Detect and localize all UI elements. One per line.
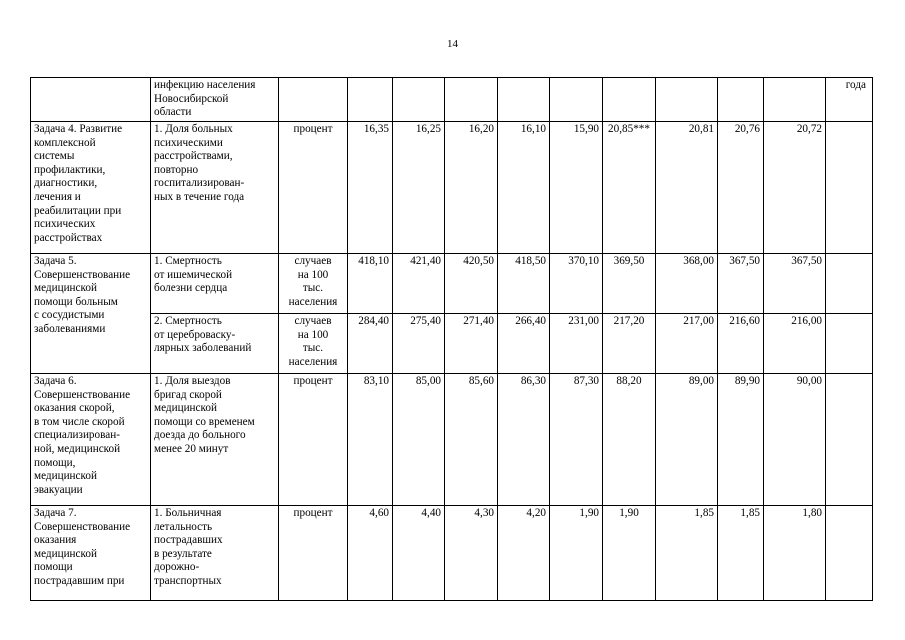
value-cell: 231,00 xyxy=(550,314,603,374)
cell-line: дорожно- xyxy=(154,561,200,574)
cell-line: лярных заболеваний xyxy=(154,342,252,355)
cell-line: помощи со временем xyxy=(154,415,255,428)
cell-line: помощи, xyxy=(34,456,76,469)
cell-line: диагностики, xyxy=(34,177,98,190)
value-cell: 15,90 xyxy=(550,122,603,254)
value-cell: 418,10 xyxy=(348,254,393,314)
task-cell xyxy=(31,122,151,254)
unit-cell xyxy=(279,314,348,374)
table-row xyxy=(31,78,873,122)
value-cell: 4,20 xyxy=(498,506,550,601)
value-cell xyxy=(656,78,718,122)
cell-line: процент xyxy=(293,507,333,519)
note-cell xyxy=(826,254,873,314)
cell-line: инфекцию населения xyxy=(154,79,256,91)
table-row xyxy=(31,314,873,374)
cell-line: эвакуации xyxy=(34,483,83,496)
value-cell: 20,81 xyxy=(656,122,718,254)
cell-line: летальность xyxy=(154,520,213,533)
value-cell xyxy=(764,78,826,122)
table-row xyxy=(31,374,873,506)
value-cell: 90,00 xyxy=(764,374,826,506)
page-number: 14 xyxy=(447,38,458,50)
cell-line: реабилитации при xyxy=(34,204,122,217)
cell-line: болезни сердца xyxy=(154,282,228,295)
value-cell xyxy=(348,78,393,122)
cell-line: ных в течение года xyxy=(154,190,245,203)
note-cell xyxy=(826,374,873,506)
indicator-cell xyxy=(151,314,279,374)
value-cell: 418,50 xyxy=(498,254,550,314)
cell-line: 2. Смертность xyxy=(154,315,222,327)
cell-line: расстройствах xyxy=(34,231,103,244)
cell-line: Задача 7. xyxy=(34,507,77,519)
value-cell: 20,76 xyxy=(718,122,764,254)
cell-line: заболеваниями xyxy=(34,322,106,335)
cell-line: тыс. xyxy=(302,342,324,355)
cell-line: процент xyxy=(293,375,333,387)
cell-line: 1. Доля больных xyxy=(154,123,233,135)
task-cell xyxy=(31,374,151,506)
value-cell: 216,00 xyxy=(764,314,826,374)
value-cell: 284,40 xyxy=(348,314,393,374)
cell-line: пострадавших xyxy=(154,534,223,547)
cell-line: случаев xyxy=(294,255,332,267)
cell-line: доезда до больного xyxy=(154,429,246,442)
value-cell: 16,25 xyxy=(393,122,445,254)
value-cell: 217,00 xyxy=(656,314,718,374)
cell-line: медицинской xyxy=(34,282,97,295)
cell-line: 1. Доля выездов xyxy=(154,375,231,387)
cell-line: Задача 4. Развитие xyxy=(34,123,123,135)
cell-line: медицинской xyxy=(34,470,97,483)
value-cell: 420,50 xyxy=(445,254,498,314)
note-cell xyxy=(826,506,873,601)
note-cell xyxy=(826,314,873,374)
value-cell: 16,10 xyxy=(498,122,550,254)
value-cell: 275,40 xyxy=(393,314,445,374)
value-cell xyxy=(718,78,764,122)
task-cell xyxy=(31,78,151,122)
value-cell: 367,50 xyxy=(764,254,826,314)
task-cell xyxy=(31,506,151,601)
value-cell xyxy=(603,78,656,122)
cell-line: тыс. xyxy=(302,282,324,295)
cell-line: оказания xyxy=(34,534,77,547)
value-cell: 88,20 xyxy=(603,374,656,506)
cell-line: госпитализирован- xyxy=(154,177,245,190)
cell-line: случаев xyxy=(294,315,332,327)
cell-line: области xyxy=(154,106,192,119)
value-cell: 86,30 xyxy=(498,374,550,506)
value-cell: 16,35 xyxy=(348,122,393,254)
cell-line: помощи больным xyxy=(34,295,118,308)
cell-line: ной, медицинской xyxy=(34,442,121,455)
cell-line: повторно xyxy=(154,163,199,176)
value-cell: 85,60 xyxy=(445,374,498,506)
value-cell xyxy=(393,78,445,122)
value-cell: 271,40 xyxy=(445,314,498,374)
indicator-cell xyxy=(151,374,279,506)
value-cell: 1,80 xyxy=(764,506,826,601)
cell-line: профилактики, xyxy=(34,163,106,176)
value-cell xyxy=(445,78,498,122)
cell-line: Совершенствование xyxy=(34,268,131,281)
unit-cell xyxy=(279,122,348,254)
value-cell: 89,00 xyxy=(656,374,718,506)
cell-line: оказания скорой, xyxy=(34,402,115,415)
note-cell: года xyxy=(826,78,873,122)
cell-line: 1. Больничная xyxy=(154,507,222,519)
value-cell: 369,50 xyxy=(603,254,656,314)
unit-cell xyxy=(279,78,348,122)
cell-line: в результате xyxy=(154,547,212,560)
value-cell: 1,85 xyxy=(656,506,718,601)
value-cell: 266,40 xyxy=(498,314,550,374)
cell-line: лечения и xyxy=(34,190,81,203)
value-cell: 4,30 xyxy=(445,506,498,601)
value-cell: 1,90 xyxy=(603,506,656,601)
unit-cell xyxy=(279,254,348,314)
value-cell: 216,60 xyxy=(718,314,764,374)
cell-line: бригад скорой xyxy=(154,388,222,401)
value-cell: 16,20 xyxy=(445,122,498,254)
cell-line: Новосибирской xyxy=(154,92,229,105)
cell-line: помощи xyxy=(34,561,73,574)
value-cell: 20,72 xyxy=(764,122,826,254)
cell-line: населения xyxy=(288,355,338,368)
cell-line: процент xyxy=(293,123,333,135)
cell-line: от цереброваску- xyxy=(154,328,236,341)
indicator-cell xyxy=(151,122,279,254)
cell-line: на 100 xyxy=(297,328,329,341)
value-cell: 1,85 xyxy=(718,506,764,601)
cell-line: транспортных xyxy=(154,574,222,587)
cell-line: Задача 6. xyxy=(34,375,77,387)
cell-line: на 100 xyxy=(297,268,329,281)
cell-line: населения xyxy=(288,295,338,308)
indicators-table xyxy=(30,77,873,601)
cell-line: психических xyxy=(34,218,96,231)
cell-line: в том числе скорой xyxy=(34,415,125,428)
value-cell xyxy=(498,78,550,122)
cell-line: от ишемической xyxy=(154,268,233,281)
cell-line: 1. Смертность xyxy=(154,255,222,267)
cell-line: расстройствами, xyxy=(154,150,233,163)
unit-cell xyxy=(279,506,348,601)
value-cell: 4,60 xyxy=(348,506,393,601)
value-cell: 367,50 xyxy=(718,254,764,314)
cell-line: медицинской xyxy=(154,402,217,415)
task-cell xyxy=(31,254,151,374)
cell-line: пострадавшим при xyxy=(34,574,125,587)
value-cell: 368,00 xyxy=(656,254,718,314)
indicator-cell xyxy=(151,506,279,601)
value-cell: 85,00 xyxy=(393,374,445,506)
value-cell: 89,90 xyxy=(718,374,764,506)
value-cell: 1,90 xyxy=(550,506,603,601)
value-cell: 421,40 xyxy=(393,254,445,314)
cell-line: Совершенствование xyxy=(34,388,131,401)
cell-line: комплексной xyxy=(34,136,96,149)
cell-line: Задача 5. xyxy=(34,255,77,267)
value-cell: 87,30 xyxy=(550,374,603,506)
table-row xyxy=(31,122,873,254)
value-cell: 217,20 xyxy=(603,314,656,374)
cell-line: системы xyxy=(34,150,75,163)
cell-line: Совершенствование xyxy=(34,520,131,533)
note-cell xyxy=(826,122,873,254)
indicator-cell xyxy=(151,78,279,122)
cell-line: с сосудистыми xyxy=(34,309,105,322)
value-cell: 20,85*** xyxy=(603,122,656,254)
value-cell: 370,10 xyxy=(550,254,603,314)
table-row xyxy=(31,254,873,314)
value-cell: 4,40 xyxy=(393,506,445,601)
unit-cell xyxy=(279,374,348,506)
cell-line: менее 20 минут xyxy=(154,442,229,455)
cell-line: специализирован- xyxy=(34,429,120,442)
cell-line: психическими xyxy=(154,136,223,149)
value-cell: 83,10 xyxy=(348,374,393,506)
value-cell xyxy=(550,78,603,122)
indicator-cell xyxy=(151,254,279,314)
cell-line: медицинской xyxy=(34,547,97,560)
table-row xyxy=(31,506,873,601)
